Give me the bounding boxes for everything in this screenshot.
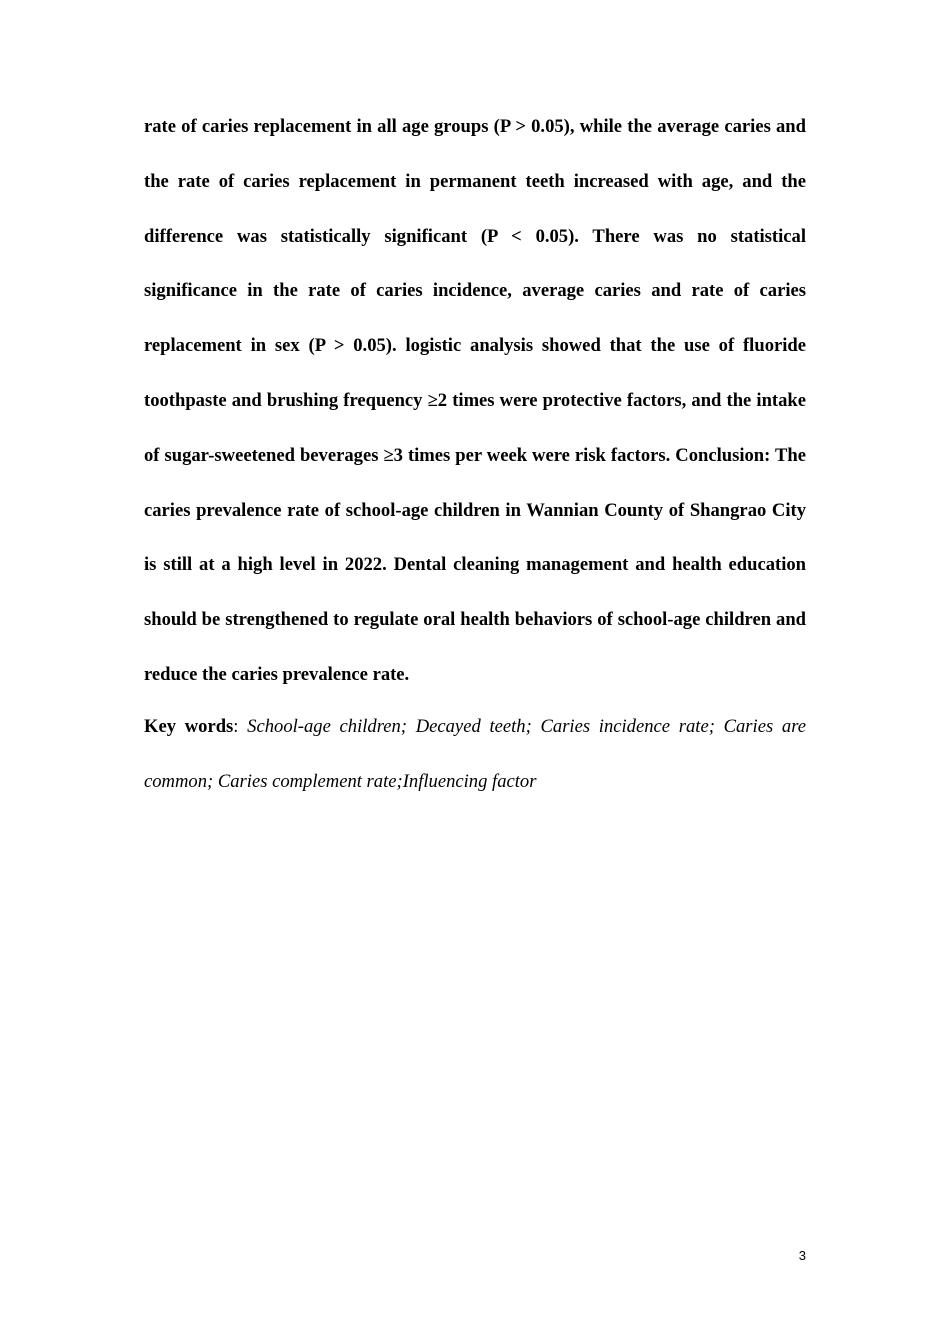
keywords-list: School-age children; Decayed teeth; Caries incidence rate; Caries are common; Caries complement rate;Influencing factor [144, 715, 806, 792]
keywords-label: Key words [144, 715, 234, 737]
keywords-separator: : [233, 715, 248, 737]
page-number: 3 [798, 1248, 806, 1263]
page-body [144, 100, 806, 809]
keywords-paragraph [144, 700, 806, 810]
abstract-paragraph: rate of caries replacement in all age groups (P > 0.05), while the average caries and the rate of caries replacement in permanent teeth increased with age, and the difference was statistically significant (P < 0.05). There was no statistical significance in the rate of caries incidence, average caries and rate of caries replacement in sex (P > 0.05). logistic analysis showed that the use of fluoride toothpaste and brushing frequency ≥2 times were protective factors, and the intake of sugar-sweetened beverages ≥3 times per week were risk factors. Conclusion: The caries prevalence rate of school-age children in Wannian County of Shangrao City is still at a high level in 2022. Dental cleaning management and health education should be strengthened to regulate oral health behaviors of school-age children and reduce the caries prevalence rate. [144, 116, 806, 685]
